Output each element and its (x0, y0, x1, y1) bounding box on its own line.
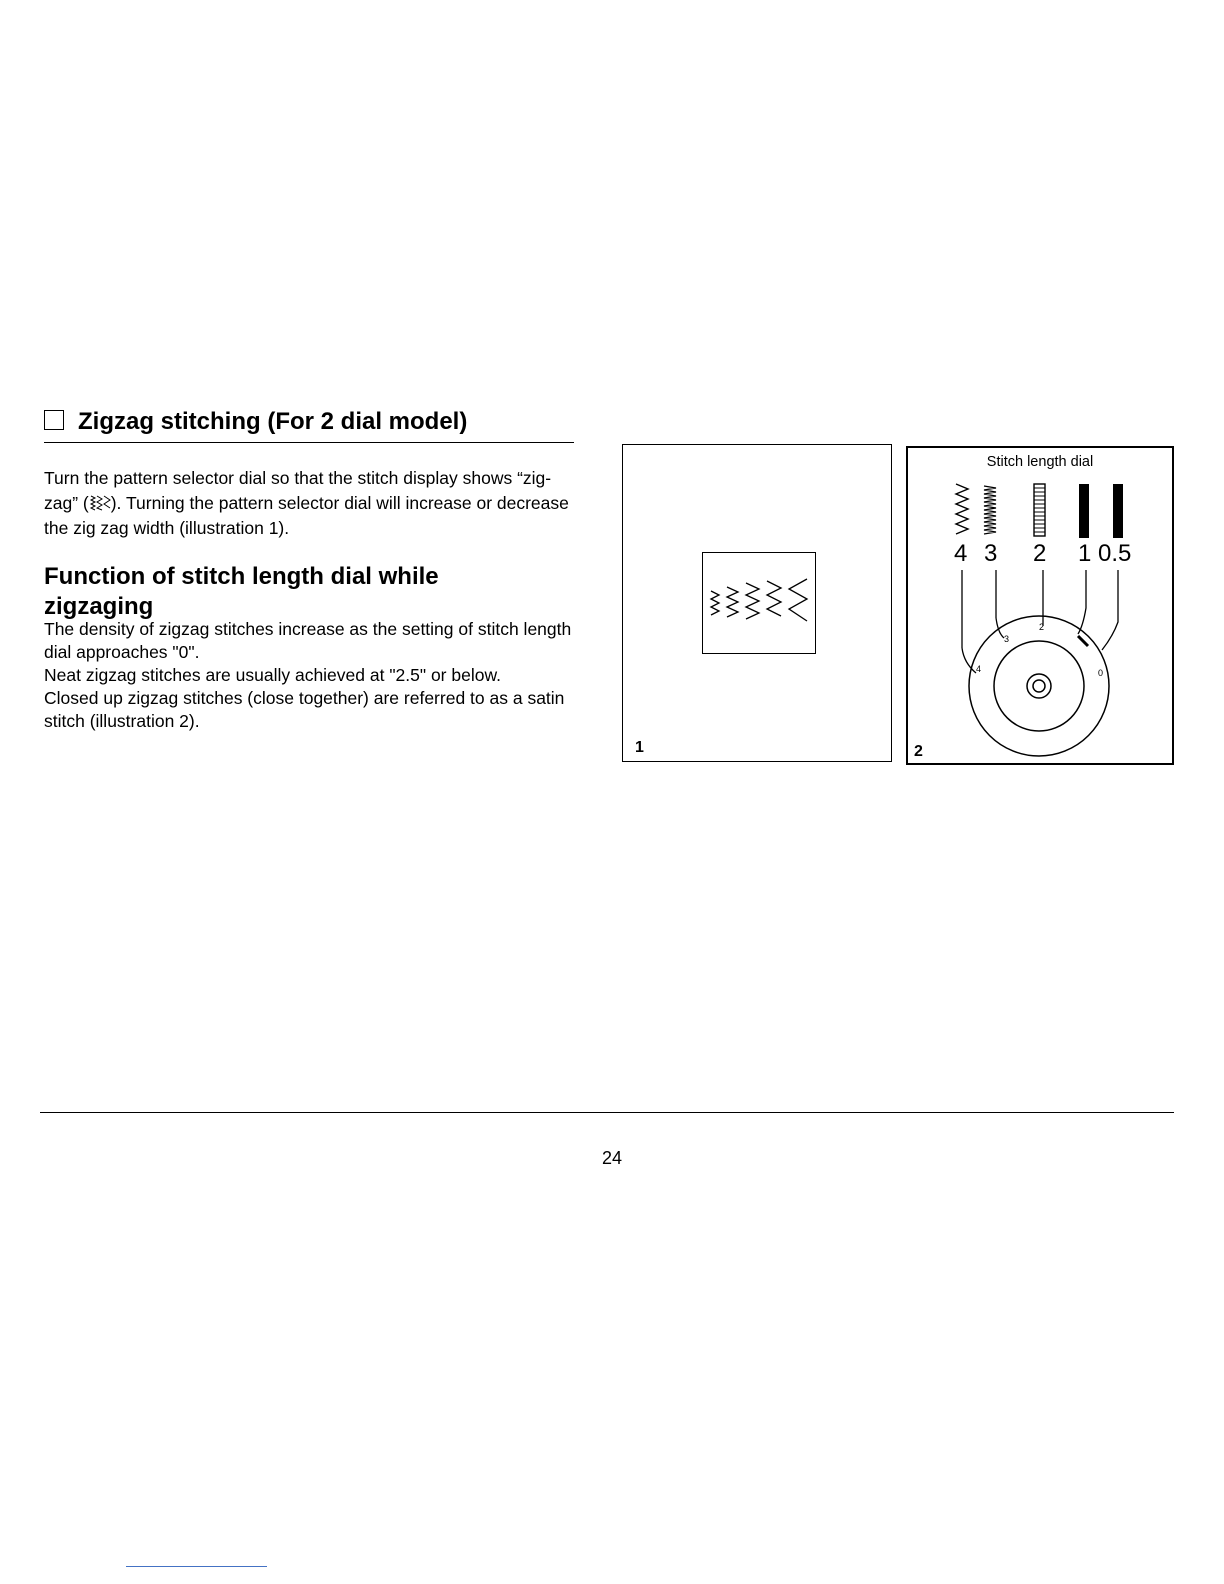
dial-mark-4: 4 (976, 664, 982, 674)
subsection-title: Function of stitch length dial while zigzaging (44, 563, 439, 620)
checkbox-square-icon (44, 410, 64, 430)
bottom-blue-line (126, 1566, 267, 1567)
footer-divider (40, 1112, 1174, 1113)
setting-label: 4 (954, 540, 968, 567)
illustration-number: 2 (914, 743, 923, 760)
section-heading (44, 408, 574, 443)
section-title: Zigzag stitching (For 2 dial model) (78, 408, 468, 435)
dial-caption: Stitch length dial (986, 454, 1094, 470)
zigzag-symbol-icon (89, 495, 111, 511)
density-paragraph: The density of zigzag stitches increase as the setting of stitch length dial approaches "0". Neat zigzag stitches are usually achieved at "2.5" or below. Closed up zigzag stitches (close together) are referred to as a satin stitch (illustration 2). (44, 619, 572, 731)
illustration-2 (906, 446, 1174, 765)
page-number: 24 (601, 1148, 623, 1168)
zigzag-width-icon (703, 553, 815, 653)
length-settings (908, 540, 1172, 570)
stitch-display-window (702, 552, 816, 654)
setting-label: 3 (984, 540, 998, 567)
dial-mark-0: 0 (1098, 668, 1104, 678)
stitch-density-icons (908, 448, 1172, 763)
setting-label: 1 (1078, 540, 1092, 567)
intro-paragraph: Turn the pattern selector dial so that the stitch display shows “zig-zag” ( ). Turning the pattern selector dial will increase or decrease the zig zag width (illustration 1). (44, 468, 569, 538)
setting-label: 2 (1033, 540, 1047, 567)
dial-mark-2: 2 (1039, 622, 1045, 632)
setting-label: 0.5 (1098, 540, 1132, 567)
illustration-number: 1 (635, 739, 644, 756)
dial-mark-3: 3 (1004, 634, 1010, 644)
illustration-1 (622, 444, 892, 762)
